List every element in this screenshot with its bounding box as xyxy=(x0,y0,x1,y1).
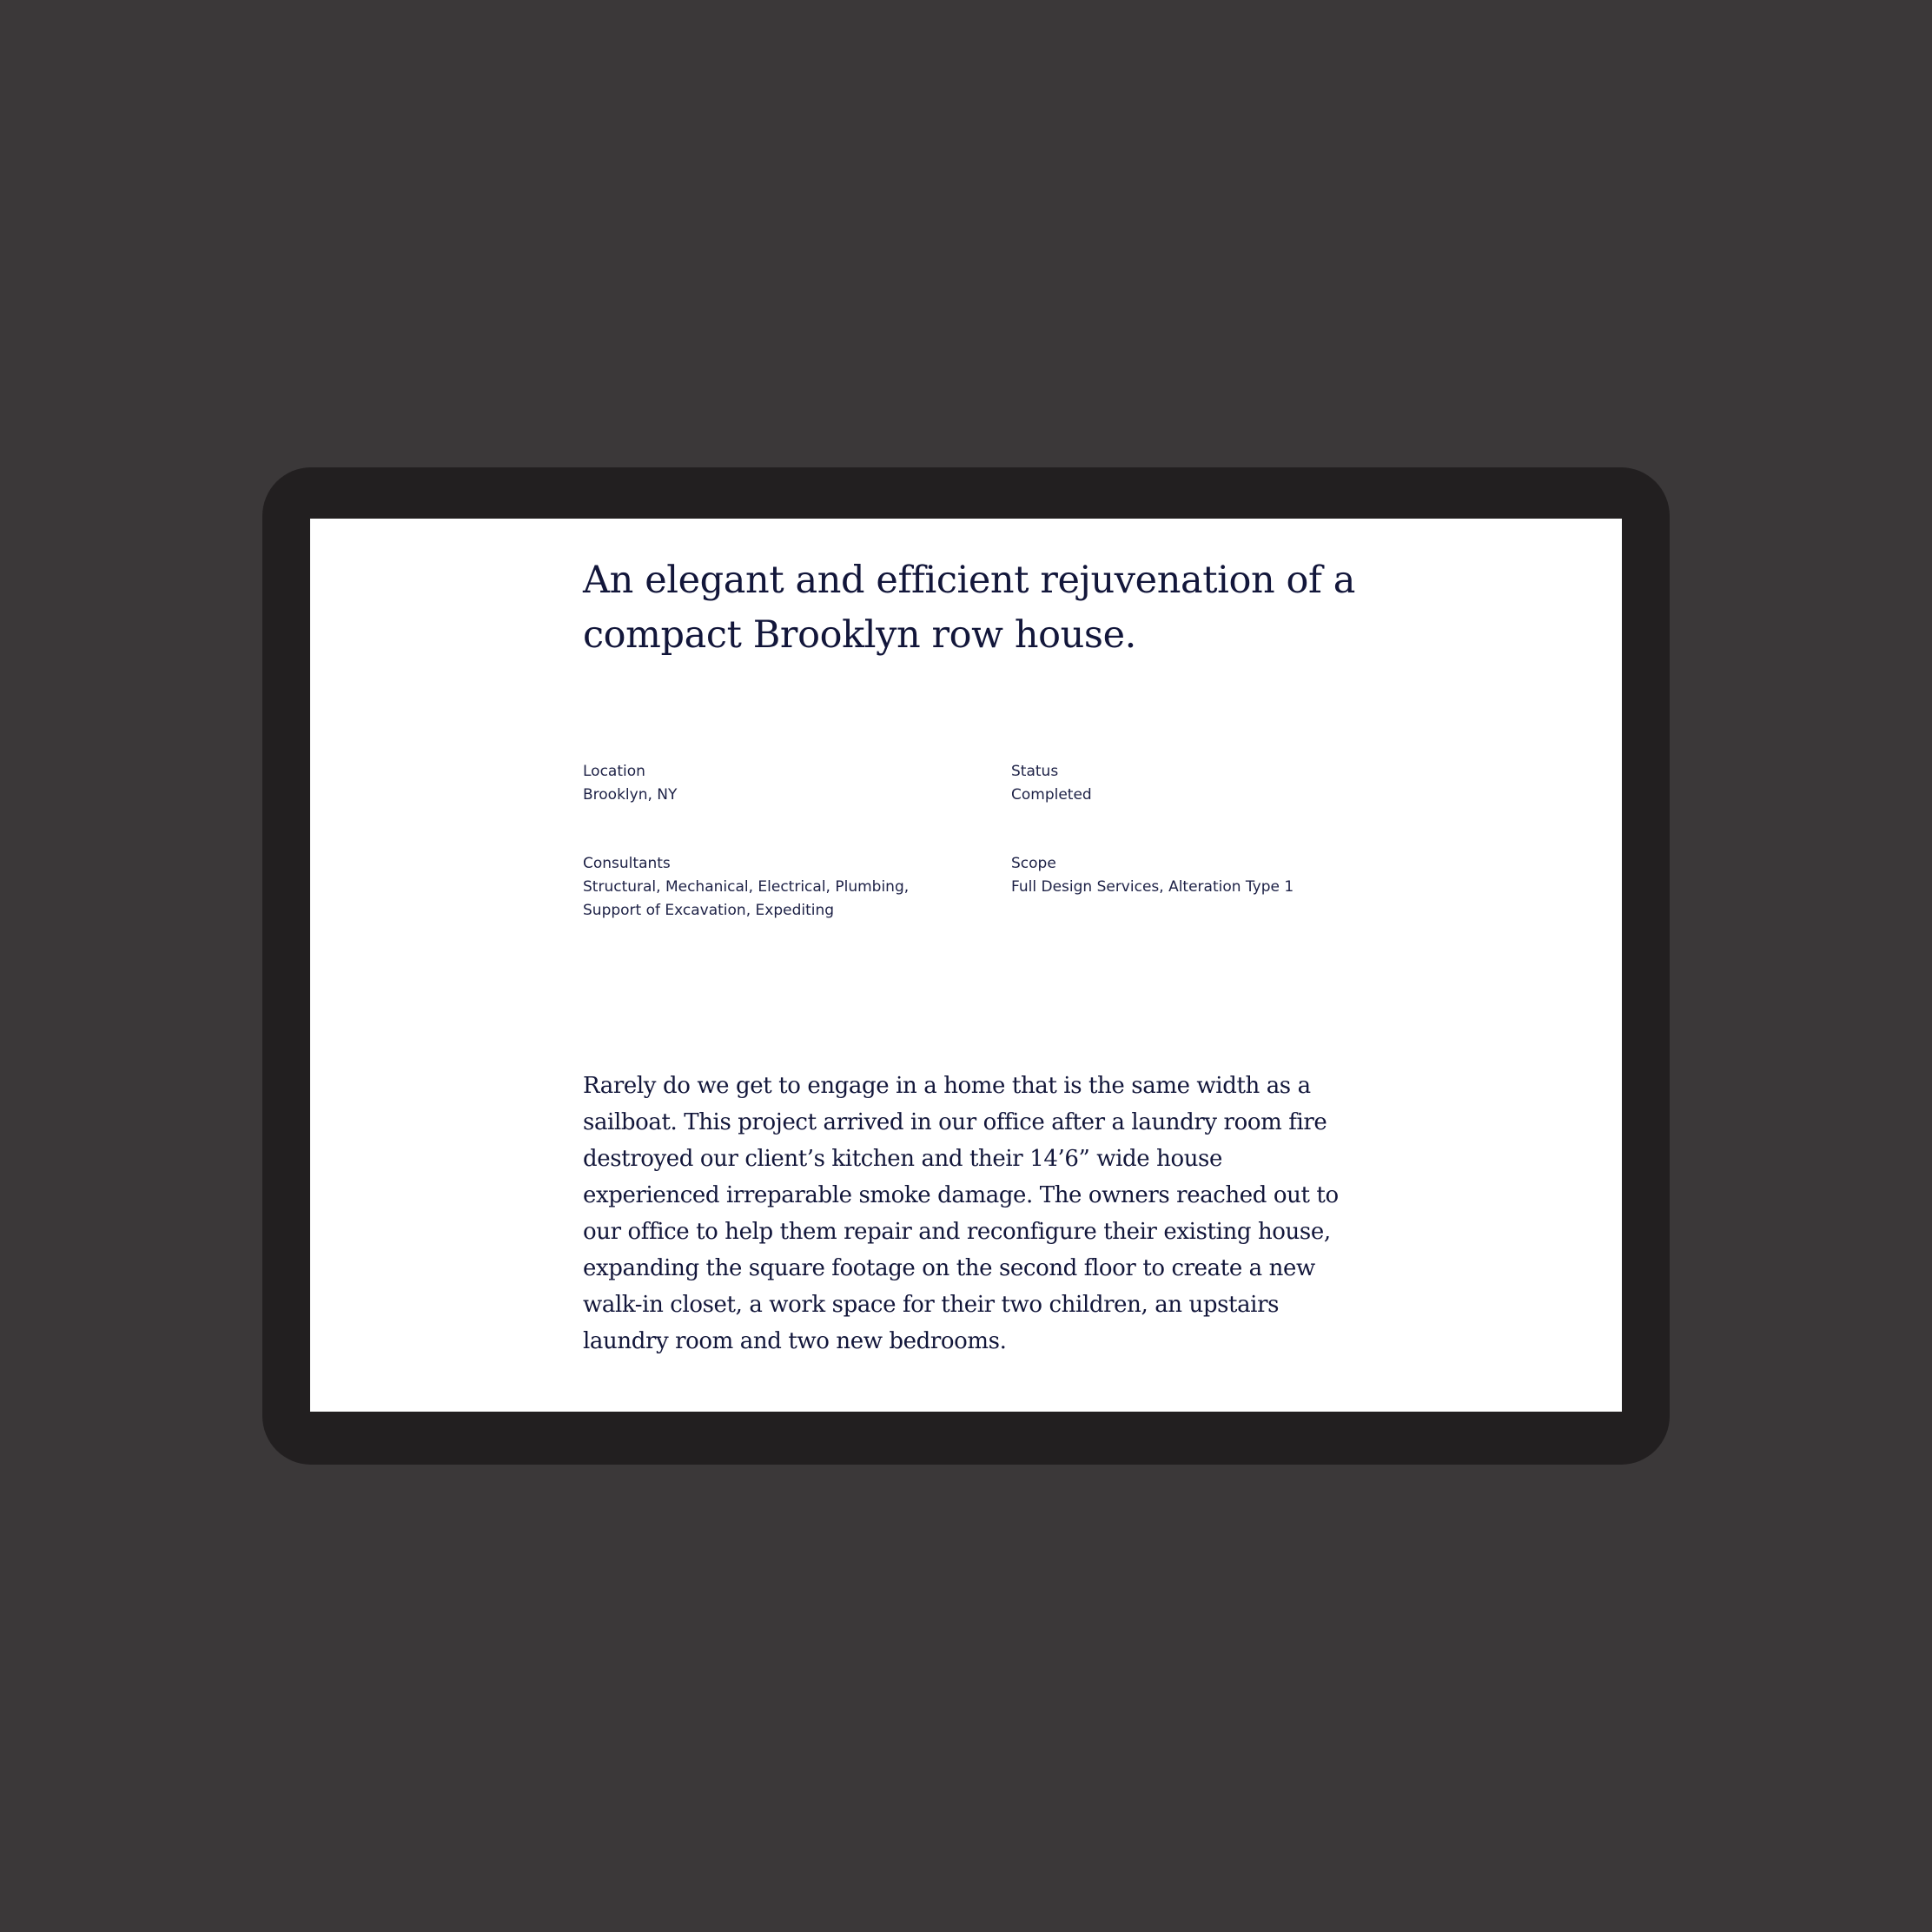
consultants-value: Structural, Mechanical, Electrical, Plumbing, Support of Excavation, Expediting xyxy=(583,878,910,919)
location-value: Brooklyn, NY xyxy=(583,786,678,804)
consultants-label: Consultants xyxy=(583,855,671,872)
tablet-screen xyxy=(310,519,1622,1412)
scope-detail xyxy=(1011,852,1393,899)
project-description: Rarely do we get to engage in a home that is the same width as a sailboat. This project arrived in our office after a laundry room fire destroyed our client’s kitchen and their 14’6” wide house experienced irreparable smoke damage. The owners reached out to our office to help them repair and reconfigure their existing house, expanding the square footage on the second floor to create a new walk-in closet, a work space for their two children, an upstairs laundry room and two new bedrooms. xyxy=(583,1073,1339,1354)
tablet-device-frame xyxy=(262,467,1670,1465)
status-label: Status xyxy=(1011,763,1059,780)
consultants-detail xyxy=(583,852,948,923)
location-label: Location xyxy=(583,763,645,780)
scope-value: Full Design Services, Alteration Type 1 xyxy=(1011,878,1294,896)
status-value: Completed xyxy=(1011,786,1092,804)
project-headline: An elegant and efficient rejuvenation of a compact Brooklyn row house. xyxy=(583,559,1356,657)
status-detail xyxy=(1011,760,1393,807)
scope-label: Scope xyxy=(1011,855,1056,872)
location-detail xyxy=(583,760,965,807)
